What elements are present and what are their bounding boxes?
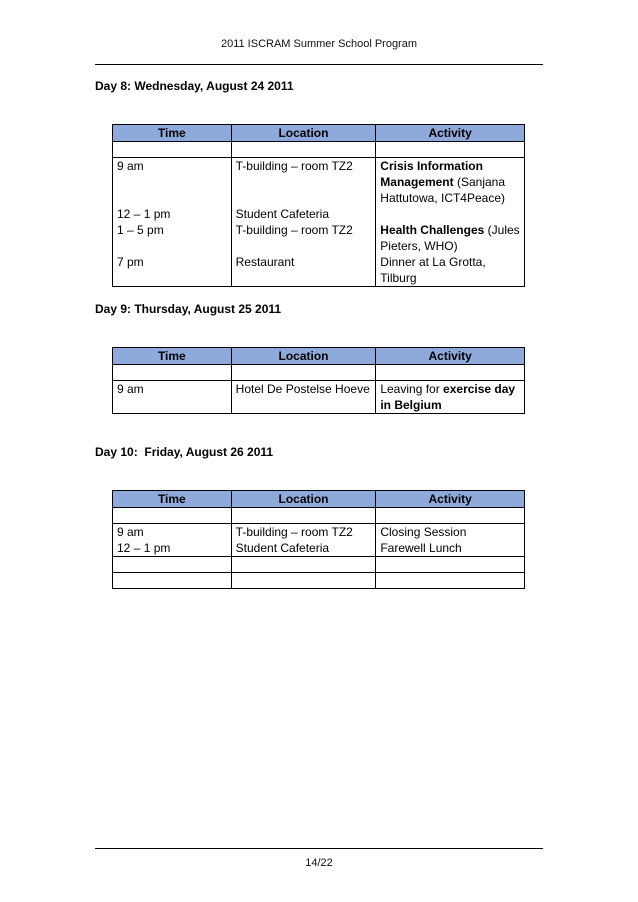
- time-cell: 7 pm: [113, 254, 232, 287]
- activity-detail: (Sanjana Hattutowa, ICT4Peace): [380, 175, 506, 205]
- location-cell: T-building – room TZ2: [231, 158, 376, 207]
- activity-detail: Leaving for: [380, 382, 444, 396]
- location-cell: Restaurant: [231, 254, 376, 287]
- day8-table: [112, 124, 525, 287]
- time-cell: 9 am: [113, 381, 232, 414]
- time-cell: 9 am: [113, 524, 232, 541]
- col-header-activity: Activity: [376, 348, 525, 365]
- activity-title: exercise day in Belgium: [380, 382, 516, 412]
- activity-title: Crisis Information Management: [380, 159, 483, 189]
- table-row-spacer: [113, 365, 525, 381]
- location-cell: Student Cafeteria: [231, 540, 376, 557]
- col-header-time: Time: [113, 491, 232, 508]
- time-cell: 1 – 5 pm: [113, 222, 232, 254]
- day9-table: [112, 347, 525, 414]
- table-row: [113, 524, 525, 541]
- table-row: [113, 254, 525, 287]
- table-header-row: [113, 125, 525, 142]
- location-cell: Hotel De Postelse Hoeve: [231, 381, 376, 414]
- col-header-location: Location: [231, 125, 376, 142]
- table-row-empty: [113, 573, 525, 589]
- activity-title: Health Challenges: [380, 223, 485, 237]
- location-cell: T-building – room TZ2: [231, 524, 376, 541]
- activity-cell: Dinner at La Grotta, Tilburg: [376, 254, 525, 287]
- table-row-spacer: [113, 142, 525, 158]
- col-header-activity: Activity: [376, 125, 525, 142]
- col-header-time: Time: [113, 348, 232, 365]
- col-header-activity: Activity: [376, 491, 525, 508]
- table-row: [113, 381, 525, 414]
- activity-cell: [376, 381, 525, 414]
- day10-heading: Day 10: Friday, August 26 2011: [95, 445, 274, 459]
- header-divider: [95, 64, 543, 65]
- table-row: [113, 222, 525, 254]
- table-row: [113, 206, 525, 222]
- table-row-spacer: [113, 508, 525, 524]
- col-header-time: Time: [113, 125, 232, 142]
- location-cell: T-building – room TZ2: [231, 222, 376, 254]
- time-cell: 12 – 1 pm: [113, 540, 232, 557]
- activity-detail: (Jules Pieters, WHO): [380, 223, 520, 253]
- page-number: 14/22: [305, 857, 333, 869]
- table-header-row: [113, 491, 525, 508]
- time-cell: 9 am: [113, 158, 232, 207]
- activity-cell: Farewell Lunch: [376, 540, 525, 557]
- table-row: [113, 540, 525, 557]
- activity-cell: [376, 158, 525, 207]
- day9-heading: Day 9: Thursday, August 25 2011: [95, 302, 282, 316]
- time-cell: 12 – 1 pm: [113, 206, 232, 222]
- page-header: 2011 ISCRAM Summer School Program: [220, 38, 418, 50]
- col-header-location: Location: [231, 348, 376, 365]
- activity-cell: [376, 206, 525, 222]
- location-cell: Student Cafeteria: [231, 206, 376, 222]
- activity-cell: Closing Session: [376, 524, 525, 541]
- table-header-row: [113, 348, 525, 365]
- table-row: [113, 158, 525, 207]
- activity-cell: [376, 222, 525, 254]
- day10-table: [112, 490, 525, 589]
- day8-heading: Day 8: Wednesday, August 24 2011: [95, 79, 294, 93]
- footer-divider: [95, 848, 543, 849]
- col-header-location: Location: [231, 491, 376, 508]
- table-row-empty: [113, 557, 525, 573]
